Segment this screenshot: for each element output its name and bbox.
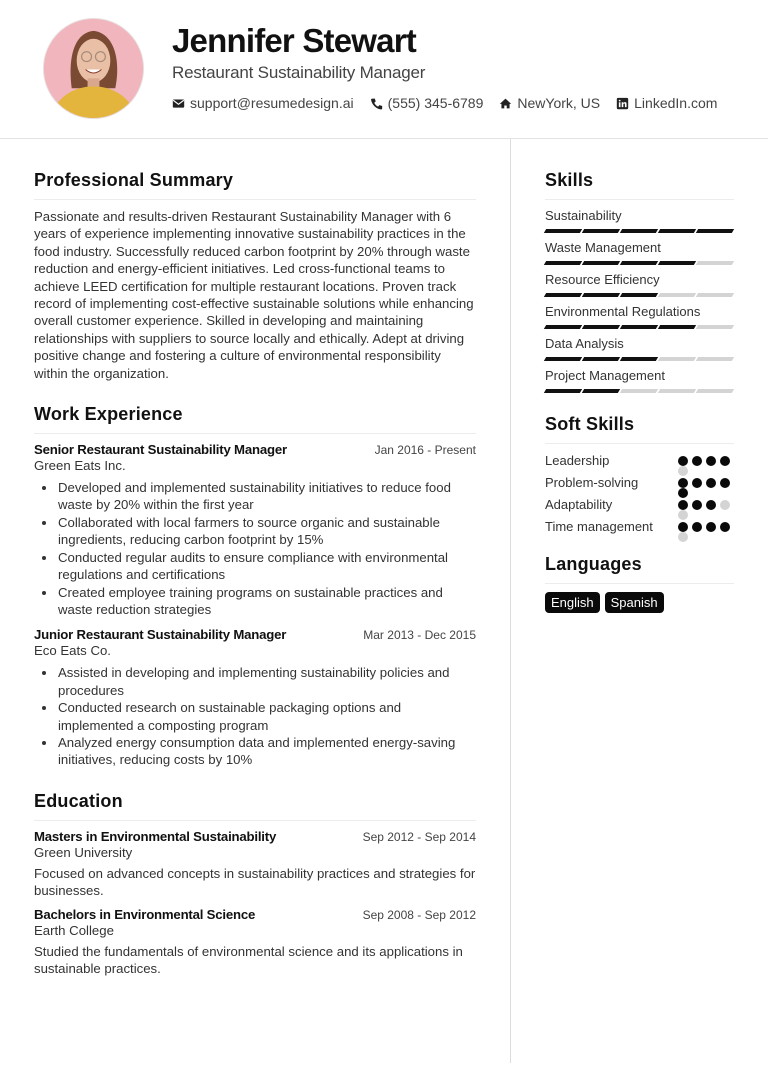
linkedin-icon bbox=[616, 97, 629, 110]
section-heading: Work Experience bbox=[34, 404, 476, 434]
skill-item bbox=[545, 304, 734, 330]
section-heading: Education bbox=[34, 791, 476, 821]
job-bullets bbox=[34, 664, 476, 768]
skill-bar-segment bbox=[658, 357, 696, 361]
soft-skills-list bbox=[545, 452, 734, 536]
bullet-item: Analyzed energy consumption data and implemented energy-saving initiatives, reducing costs by 10% bbox=[34, 734, 476, 769]
skills-list bbox=[545, 208, 734, 394]
rating-dot-icon bbox=[678, 478, 688, 488]
skill-bar-segment bbox=[620, 261, 658, 265]
skill-level-bar bbox=[545, 357, 734, 362]
degree: Masters in Environmental Sustainability bbox=[34, 828, 277, 844]
job-dates: Mar 2013 - Dec 2015 bbox=[363, 628, 476, 643]
skill-bar-segment bbox=[620, 389, 658, 393]
soft-skill-rating bbox=[678, 474, 734, 492]
skill-bar-segment bbox=[658, 229, 696, 233]
skill-bar-segment bbox=[582, 389, 620, 393]
soft-skill-item bbox=[545, 474, 734, 492]
skill-bar-segment bbox=[544, 357, 582, 361]
envelope-icon bbox=[172, 97, 185, 110]
skill-bar-segment bbox=[696, 229, 734, 233]
degree: Bachelors in Environmental Science bbox=[34, 906, 256, 922]
rating-dot-icon bbox=[692, 478, 702, 488]
skill-bar-segment bbox=[696, 261, 734, 265]
skill-name: Sustainability bbox=[545, 208, 622, 223]
skill-bar-segment bbox=[658, 389, 696, 393]
education-desc: Studied the fundamentals of environmental science and its applications in sustainable practices. bbox=[34, 943, 463, 976]
skill-bar-segment bbox=[582, 325, 620, 329]
skill-bar-segment bbox=[696, 325, 734, 329]
soft-skills-section bbox=[545, 414, 734, 536]
email-text: support@resumedesign.ai bbox=[190, 95, 354, 111]
skill-bar-segment bbox=[620, 293, 658, 297]
skill-bar-segment bbox=[620, 229, 658, 233]
skill-bar-segment bbox=[620, 325, 658, 329]
summary-text: Passionate and results-driven Restaurant Sustainability Manager with 6 years of experience implementing innovative sustainability practices in the food industry. Successfully reduced carbon footprint by 20% through waste reduction and energy-efficient initiatives. Led cross-functional teams to achieve LEED certification for multiple restaurant locations. Proven track record of implementing cost-effective sustainable solutions while enhancing overall customer experience. Skilled in developing and maintaining relationships with suppliers to source locally and ethically. Adept at driving positive change and fostering a culture of environmental responsibility within the organization. bbox=[34, 209, 474, 381]
section-heading: Soft Skills bbox=[545, 414, 734, 444]
rating-dot-icon bbox=[720, 456, 730, 466]
rating-dot-icon bbox=[678, 500, 688, 510]
rating-dot-icon bbox=[720, 522, 730, 532]
skill-name: Waste Management bbox=[545, 240, 661, 255]
skill-bar-segment bbox=[658, 261, 696, 265]
job-entry bbox=[34, 627, 476, 768]
job-company: Eco Eats Co. bbox=[34, 643, 111, 659]
education-section bbox=[34, 791, 476, 978]
rating-dot-icon bbox=[720, 478, 730, 488]
experience-section bbox=[34, 404, 476, 769]
job-role: Junior Restaurant Sustainability Manager bbox=[34, 627, 287, 643]
bullet-item: Created employee training programs on sustainable practices and waste reduction strategies bbox=[34, 584, 476, 619]
skill-bar-segment bbox=[582, 261, 620, 265]
section-heading: Languages bbox=[545, 554, 734, 584]
skill-bar-segment bbox=[544, 261, 582, 265]
skill-name: Resource Efficiency bbox=[545, 272, 660, 287]
skill-bar-segment bbox=[696, 389, 734, 393]
main-column bbox=[34, 170, 476, 977]
soft-skill-item bbox=[545, 496, 734, 514]
skill-name: Project Management bbox=[545, 368, 665, 383]
bullet-item: Assisted in developing and implementing sustainability policies and procedures bbox=[34, 664, 476, 699]
skill-bar-segment bbox=[696, 293, 734, 297]
soft-skill-item bbox=[545, 518, 734, 536]
education-desc: Focused on advanced concepts in sustainability practices and strategies for businesses. bbox=[34, 865, 476, 899]
skill-bar-segment bbox=[544, 293, 582, 297]
skill-bar-segment bbox=[658, 325, 696, 329]
languages-list bbox=[545, 592, 734, 613]
rating-dot-icon bbox=[678, 532, 688, 542]
job-dates: Jan 2016 - Present bbox=[374, 443, 476, 458]
language-tag: English bbox=[545, 592, 600, 613]
linkedin-text: LinkedIn.com bbox=[634, 95, 718, 111]
job-company: Green Eats Inc. bbox=[34, 458, 126, 474]
soft-skill-item bbox=[545, 452, 734, 470]
skill-item bbox=[545, 272, 734, 298]
phone-icon bbox=[370, 97, 383, 110]
skill-item bbox=[545, 336, 734, 362]
rating-dot-icon bbox=[692, 522, 702, 532]
home-icon bbox=[499, 97, 512, 110]
skill-bar-segment bbox=[582, 357, 620, 361]
candidate-name: Jennifer Stewart bbox=[172, 22, 416, 59]
profile-photo bbox=[43, 18, 144, 119]
contact-info bbox=[172, 95, 733, 111]
rating-dot-icon bbox=[678, 522, 688, 532]
rating-dot-icon bbox=[706, 478, 716, 488]
skill-name: Data Analysis bbox=[545, 336, 624, 351]
rating-dot-icon bbox=[678, 456, 688, 466]
skill-level-bar bbox=[545, 389, 734, 394]
skill-bar-segment bbox=[544, 229, 582, 233]
contact-linkedin[interactable] bbox=[616, 95, 717, 111]
job-entry bbox=[34, 442, 476, 618]
education-entry bbox=[34, 829, 476, 900]
column-divider bbox=[510, 139, 511, 1063]
bullet-item: Conducted regular audits to ensure compliance with environmental regulations and certifications bbox=[34, 549, 476, 584]
bullet-item: Developed and implemented sustainability initiatives to reduce food waste by 20% within the first year bbox=[34, 479, 476, 514]
skill-name: Environmental Regulations bbox=[545, 304, 701, 319]
rating-dot-icon bbox=[692, 500, 702, 510]
skill-item bbox=[545, 208, 734, 234]
soft-skill-name: Leadership bbox=[545, 453, 610, 468]
bullet-item: Collaborated with local farmers to source organic and sustainable ingredients, reducing carbon footprint by 15% bbox=[34, 514, 476, 549]
rating-dot-icon bbox=[706, 522, 716, 532]
rating-dot-icon bbox=[706, 456, 716, 466]
section-heading: Professional Summary bbox=[34, 170, 476, 200]
rating-dot-icon bbox=[720, 500, 730, 510]
skill-level-bar bbox=[545, 261, 734, 266]
section-heading: Skills bbox=[545, 170, 734, 200]
skill-bar-segment bbox=[544, 325, 582, 329]
skill-bar-segment bbox=[696, 357, 734, 361]
rating-dot-icon bbox=[692, 456, 702, 466]
candidate-title: Restaurant Sustainability Manager bbox=[172, 63, 426, 82]
skill-bar-segment bbox=[582, 229, 620, 233]
school: Green University bbox=[34, 844, 133, 860]
person-portrait-icon bbox=[44, 19, 143, 118]
bullet-item: Conducted research on sustainable packaging options and implemented a composting program bbox=[34, 699, 476, 734]
soft-skill-rating bbox=[678, 452, 734, 470]
resume-header bbox=[0, 0, 768, 139]
soft-skill-rating bbox=[678, 518, 734, 536]
skills-section bbox=[545, 170, 734, 394]
skill-bar-segment bbox=[620, 357, 658, 361]
skill-bar-segment bbox=[582, 293, 620, 297]
education-dates: Sep 2012 - Sep 2014 bbox=[362, 829, 476, 844]
skill-level-bar bbox=[545, 325, 734, 330]
skill-item bbox=[545, 368, 734, 394]
rating-dot-icon bbox=[706, 500, 716, 510]
contact-email[interactable] bbox=[172, 95, 354, 111]
languages-section bbox=[545, 554, 734, 613]
soft-skill-name: Problem-solving bbox=[545, 475, 639, 490]
contact-phone[interactable] bbox=[370, 95, 484, 111]
job-bullets bbox=[34, 479, 476, 618]
skill-bar-segment bbox=[658, 293, 696, 297]
soft-skill-name: Time management bbox=[545, 519, 653, 534]
soft-skill-rating bbox=[678, 496, 734, 514]
education-dates: Sep 2008 - Sep 2012 bbox=[362, 907, 476, 922]
summary-section bbox=[34, 170, 476, 382]
job-role: Senior Restaurant Sustainability Manager bbox=[34, 442, 287, 458]
soft-skill-name: Adaptability bbox=[545, 497, 613, 512]
school: Earth College bbox=[34, 922, 114, 938]
skill-level-bar bbox=[545, 229, 734, 234]
skill-level-bar bbox=[545, 293, 734, 298]
contact-location bbox=[499, 95, 600, 111]
language-tag: Spanish bbox=[605, 592, 664, 613]
skill-bar-segment bbox=[544, 389, 582, 393]
location-text: NewYork, US bbox=[517, 95, 601, 111]
sidebar-column bbox=[545, 170, 734, 613]
skill-item bbox=[545, 240, 734, 266]
education-entry bbox=[34, 907, 476, 978]
phone-text: (555) 345-6789 bbox=[387, 95, 484, 111]
